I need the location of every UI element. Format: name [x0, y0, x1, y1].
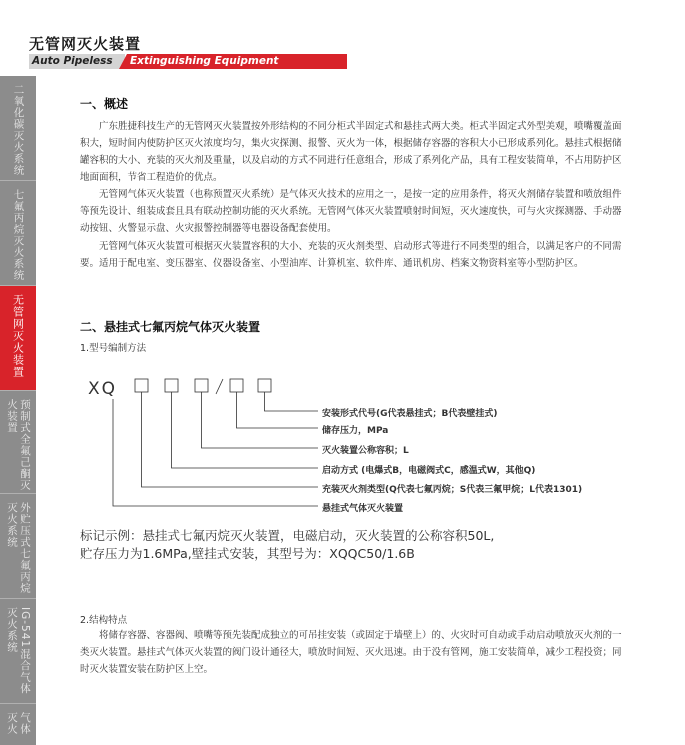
- sidebar-item-label: 七氟丙烷灭火系统: [12, 189, 25, 281]
- section1-paragraph-1: 广东胜捷科技生产的无管网灭火装置按外形结构的不同分柜式半固定式和悬挂式两大类。柜式半固定式外型美观，喷嘴覆盖面积大，短时间内使防护区灭火浓度均匀，集火灾探测、报警、灭火为一体，根据储存容器的容积大小已形成系列化。悬挂式根据储罐容积的大小、充装的灭火剂及重量，以及启动的方式不同进行任意组合，形成了系列化产品，具有工程安装简单，不占用防护区地面面积，节省工程造价的优点。: [80, 121, 622, 183]
- diagram-label-agent-type: 充装灭火剂类型(Q代表七氟丙烷；S代表三氟甲烷；L代表1301): [322, 485, 583, 495]
- diagram-label-volume: 灭火装置公称容积；L: [322, 446, 409, 456]
- section2-heading: 二、悬挂式七氟丙烷气体灭火装置: [80, 320, 261, 334]
- page-title: 无管网灭火装置: [29, 35, 142, 53]
- header-band: [29, 54, 347, 69]
- sidebar-item-label: 气体灭火: [6, 712, 31, 735]
- sidebar: [0, 76, 36, 745]
- model-code-diagram: [80, 375, 640, 520]
- diagram-label-pressure: 储存压力，MPa: [322, 426, 389, 436]
- sidebar-item-external-pressure[interactable]: [0, 494, 36, 599]
- marking-example-line-2: 贮存压力为1.6MPa,壁挂式安装，其型号为：XQQC50/1.6B: [80, 546, 415, 561]
- sidebar-item-gas[interactable]: [0, 704, 36, 745]
- diagram-label-device: 悬挂式气体灭火装置: [322, 504, 404, 514]
- section1-paragraph-3: 无管网气体灭火装置可根据灭火装置容积的大小、充装的灭火剂类型、启动形式等进行不同类型的组合，以满足客户的不同需要。适用于配电室、变压器室、仪器设备室、小型油库、计算机室、软件库、通讯机房、档案文物资料室等小型防护区。: [80, 241, 622, 269]
- diagram-label-install: 安装形式代号(G代表悬挂式；B代表壁挂式): [322, 409, 498, 419]
- sidebar-item-label: 二氧化碳灭火系统: [12, 84, 25, 176]
- sidebar-item-hfc227[interactable]: [0, 181, 36, 286]
- model-prefix: XQ: [88, 379, 118, 399]
- subheading-model-method: 1.型号编制方法: [80, 343, 147, 354]
- sidebar-item-label: 无管网灭火装置: [11, 294, 25, 378]
- header-en-left: Auto Pipeless: [32, 55, 113, 67]
- marking-example: [80, 527, 640, 563]
- sidebar-item-fk5112[interactable]: [0, 391, 36, 494]
- subheading-structure: 2.结构特点: [80, 615, 128, 626]
- section1-paragraph-2: 无管网气体灭火装置（也称预置灭火系统）是气体灭火技术的应用之一，是按一定的应用条件，将灭火剂储存装置和喷放组件等预先设计、组装成套且具有联动控制功能的灭火系统。无管网气体灭火装置喷射时间短，灭火速度快，可与火灾探测器、手动器动按钮、火警显示盘、火灾报警控制器等电器设备配套使用。: [80, 189, 622, 234]
- section1-heading: 一、概述: [80, 97, 129, 111]
- header-en-right: Extinguishing Equipment: [130, 55, 279, 67]
- sidebar-item-label: 预制式全氟己酮灭火装置: [6, 399, 31, 491]
- diagram-label-start-mode: 启动方式 (电爆式B，电磁阀式C，感温式W，其他Q): [322, 466, 536, 476]
- sidebar-item-label: IG-541混合气体灭火系统: [6, 607, 31, 695]
- sidebar-item-pipeless[interactable]: [0, 286, 36, 391]
- structure-paragraph: 将储存容器、容器阀、喷嘴等预先装配成独立的可吊挂安装（或固定于墙壁上）的、火灾时可自动或手动启动喷放灭火剂的一类灭火装置。悬挂式气体灭火装置的阀门设计通径大，喷放时间短、灭火迅速。由于没有管网，施工安装简单，减少工程投资；同时灭火装置安装在防护区上空。: [80, 630, 622, 675]
- sidebar-item-co2[interactable]: [0, 76, 36, 181]
- sidebar-item-ig541[interactable]: [0, 599, 36, 704]
- sidebar-item-label: 外贮压式七氟丙烷灭火系统: [6, 502, 31, 594]
- marking-example-line-1: 标记示例：悬挂式七氟丙烷灭火装置，电磁启动，灭火装置的公称容积50L,: [80, 528, 495, 543]
